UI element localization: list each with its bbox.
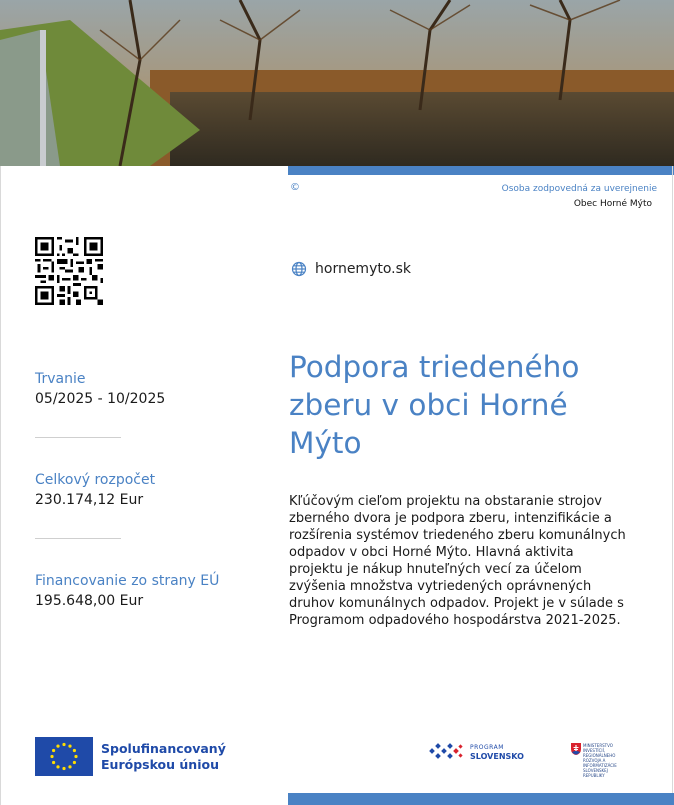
duration-block bbox=[35, 370, 165, 408]
responsible-label: Osoba zodpovedná za uverejnenie bbox=[501, 184, 657, 194]
bottom-accent-bar bbox=[288, 793, 674, 805]
left-border bbox=[0, 166, 1, 805]
budget-label: Celkový rozpočet bbox=[35, 472, 156, 488]
eu-funding-value: 195.648,00 Eur bbox=[35, 593, 144, 609]
eu-funding-label: Financovanie zo strany EÚ bbox=[35, 573, 220, 589]
eu-funding-block bbox=[35, 572, 219, 610]
ministry-logo bbox=[571, 743, 625, 778]
program-slovensko-logo bbox=[428, 741, 524, 763]
duration-value: 05/2025 - 10/2025 bbox=[35, 391, 166, 407]
divider bbox=[35, 437, 121, 438]
program-line-1: PROGRAM bbox=[470, 744, 504, 751]
eu-line-1: Spolufinancovaný bbox=[101, 740, 226, 756]
globe-icon bbox=[291, 261, 307, 277]
budget-value: 230.174,12 Eur bbox=[35, 492, 144, 508]
divider bbox=[35, 538, 121, 539]
copyright-symbol: © bbox=[290, 182, 300, 193]
website-link[interactable] bbox=[291, 261, 411, 277]
eu-line-2: Európskou úniou bbox=[101, 756, 219, 772]
website-text: hornemyto.sk bbox=[315, 261, 412, 277]
duration-label: Trvanie bbox=[35, 371, 86, 387]
header-photo bbox=[0, 0, 674, 166]
qr-code-icon bbox=[35, 237, 103, 305]
eu-flag-icon bbox=[35, 737, 93, 776]
eu-cofunding-logo bbox=[35, 737, 226, 776]
responsible-name: Obec Horné Mýto bbox=[573, 199, 652, 209]
project-description: Kľúčovým cieľom projektu na obstaranie strojov zberného dvora je podpora zberu, intenzifikácie a rozšírenia systémov triedeného zberu komunálnych odpadov v obci Horné Mýto. Hlavná aktivita projektu je nákup hnuteľných vecí za účelom zvýšenia množstva vytriedených oprávnených druhov komunálnych odpadov. Projekt je v súlade s Programom odpadového hospodárstva 2021-2025. bbox=[289, 494, 626, 628]
ministry-text: MINISTERSTVO INVESTÍCIÍ, REGIONÁLNEHO ROZVOJA A INFORMATIZÁCIE SLOVENSKEJ REPUBLIKY bbox=[583, 743, 617, 778]
slovak-coat-of-arms-icon bbox=[571, 743, 581, 755]
right-border bbox=[672, 166, 673, 805]
budget-block bbox=[35, 471, 155, 509]
program-slovensko-mark bbox=[428, 741, 466, 763]
top-accent-bar bbox=[288, 166, 674, 175]
project-title: Podpora triedeného zberu v obci Horné Mýto bbox=[289, 350, 580, 460]
program-line-2: SLOVENSKO bbox=[470, 752, 524, 761]
